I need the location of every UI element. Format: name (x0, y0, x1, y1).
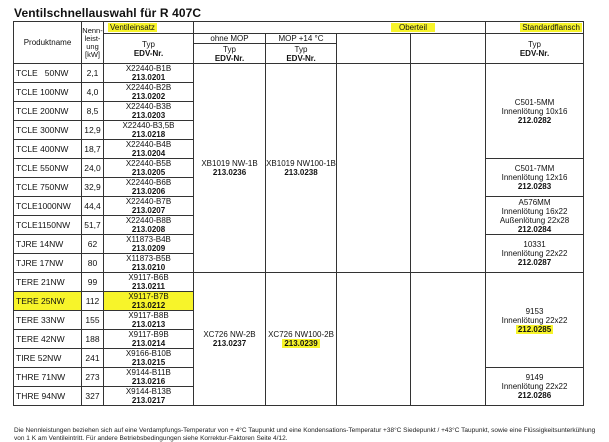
header-nennleistung-line: Nenn- (82, 25, 103, 35)
nominal-capacity: 80 (82, 254, 104, 273)
header-edv: EDV-Nr. (519, 48, 550, 58)
flange-solder: Innenlötung 22x22 (501, 249, 568, 258)
flange-solder: Innenlötung 10x16 (501, 106, 568, 116)
valve-insert-cell (104, 311, 194, 330)
valve-insert-cell (104, 368, 194, 387)
valve-insert-cell (104, 254, 194, 273)
valve-insert-edv: 213.0214 (131, 339, 166, 348)
valve-insert-edv: 213.0205 (131, 168, 166, 177)
page-title: Ventilschnellauswahl für R 407C (14, 6, 202, 20)
valve-insert-type: X11873-B5B (126, 254, 171, 263)
table-row (14, 273, 584, 292)
valve-insert-type: X22440-B6B (125, 178, 172, 187)
valve-insert-edv: 213.0218 (131, 130, 166, 139)
valve-insert-type: X22440-B7B (125, 197, 172, 206)
valve-insert-type: X9166-B10B (125, 349, 172, 358)
valve-insert-type: X22440-B4B (125, 140, 172, 149)
upper-part-mop (266, 273, 337, 406)
header-ohne-mop-typ (194, 44, 266, 64)
upper-part-edv: 213.0237 (212, 339, 247, 348)
valve-insert-type: X22440-B3B (125, 102, 172, 111)
valve-insert-cell (104, 273, 194, 292)
product-name: TJRE 14NW (14, 235, 82, 254)
header-flansch-typ (486, 34, 584, 64)
header-standardflansch-label: Standardflansch (522, 23, 581, 32)
valve-insert-edv: 213.0206 (131, 187, 166, 196)
valve-insert-edv: 213.0203 (131, 111, 166, 120)
empty-col (337, 273, 411, 406)
valve-insert-cell (104, 140, 194, 159)
product-name: TIRE 52NW (14, 349, 82, 368)
product-name: TCLE 750NW (14, 178, 82, 197)
valve-insert-cell (104, 64, 194, 83)
product-name: TCLE1000NW (14, 197, 82, 216)
product-name: TCLE 100NW (14, 83, 82, 102)
nominal-capacity: 155 (82, 311, 104, 330)
product-name: TCLE 400NW (14, 140, 82, 159)
product-name: TERE 21NW (14, 273, 82, 292)
header-nennleistung-line: ung (86, 41, 99, 51)
header-ventileinsatz-typ (104, 34, 194, 64)
product-name: TCLE 50NW (14, 64, 82, 83)
valve-insert-edv: 213.0202 (131, 92, 166, 101)
header-oberteil-label: Oberteil (391, 23, 435, 32)
upper-part-edv: 213.0238 (284, 168, 318, 177)
valve-insert-cell (104, 330, 194, 349)
nominal-capacity: 112 (82, 292, 104, 311)
empty-col (337, 64, 411, 273)
upper-part-edv: 213.0236 (212, 168, 247, 177)
nominal-capacity: 24,0 (82, 159, 104, 178)
header-nennleistung-line: [kW] (85, 49, 100, 59)
flange-edv: 212.0286 (517, 391, 552, 400)
valve-insert-edv: 213.0213 (131, 320, 166, 329)
upper-part-type: XC726 NW100-2B (268, 330, 334, 339)
header-edv: EDV-Nr. (133, 48, 164, 58)
flange-edv: 212.0282 (517, 115, 552, 125)
product-name: TCLE1150NW (14, 216, 82, 235)
nominal-capacity: 18,7 (82, 140, 104, 159)
valve-insert-cell (104, 387, 194, 406)
upper-part-type: XB1019 NW100-1B (266, 159, 336, 168)
header-edv: EDV-Nr. (286, 53, 316, 63)
valve-insert-edv: 213.0211 (132, 282, 165, 291)
flange-type: C501-7MM (514, 164, 555, 173)
header-ventileinsatz (104, 22, 194, 34)
header-typ: Typ (223, 44, 236, 54)
nominal-capacity: 99 (82, 273, 104, 292)
header-mop-typ (266, 44, 337, 64)
nominal-capacity: 2,1 (82, 64, 104, 83)
valve-insert-edv: 213.0217 (131, 396, 166, 405)
valve-insert-type: X22440-B3,5B (122, 121, 175, 130)
product-name: TCLE 200NW (14, 102, 82, 121)
valve-insert-edv: 213.0208 (131, 225, 166, 234)
flange-cell (486, 273, 584, 368)
header-nennleistung-line: leist- (84, 33, 101, 43)
flange-type: 9153 (525, 306, 544, 316)
nominal-capacity: 4,0 (82, 83, 104, 102)
valve-selection-table (13, 21, 584, 406)
valve-insert-type: X11873-B4B (126, 235, 171, 244)
valve-insert-type: X9117-B6B (128, 273, 169, 282)
header-typ: Typ (142, 39, 155, 49)
product-name: THRE 71NW (14, 368, 82, 387)
empty-col (411, 64, 486, 273)
valve-insert-type: X9144-B13B (125, 387, 172, 396)
nominal-capacity: 273 (82, 368, 104, 387)
flange-cell (486, 64, 584, 159)
header-oberteil (194, 22, 486, 34)
valve-insert-edv: 213.0209 (131, 244, 166, 253)
header-standardflansch (486, 22, 584, 34)
valve-insert-cell (104, 159, 194, 178)
valve-insert-cell (104, 292, 194, 311)
valve-insert-type: X22440-B2B (125, 83, 172, 92)
valve-insert-cell (104, 83, 194, 102)
product-name: TJRE 17NW (14, 254, 82, 273)
flange-solder: Innenlötung 22x22 (501, 382, 568, 391)
nominal-capacity: 8,5 (82, 102, 104, 121)
product-name: TCLE 300NW (14, 121, 82, 140)
header-mop: MOP +14 °C (266, 34, 337, 44)
valve-insert-edv: 213.0216 (131, 377, 166, 386)
table-row (14, 64, 584, 83)
flange-type: A576MM (518, 197, 551, 207)
valve-insert-type: X22440-B1B (125, 64, 172, 73)
valve-insert-cell (104, 349, 194, 368)
flange-solder: Innenlötung 12x16 (501, 173, 568, 182)
header-nennleistung (82, 22, 104, 64)
upper-part-edv: 213.0239 (284, 339, 318, 348)
flange-edv: 212.0287 (517, 258, 552, 267)
nominal-capacity: 62 (82, 235, 104, 254)
header-edv: EDV-Nr. (214, 53, 245, 63)
valve-insert-edv: 213.0212 (131, 301, 166, 310)
product-name: TERE 33NW (14, 311, 82, 330)
flange-solder: Innenlötung 16x22 (501, 206, 568, 216)
upper-part-type: XC726 NW-2B (203, 330, 256, 339)
valve-insert-edv: 213.0215 (131, 358, 166, 367)
valve-insert-edv: 213.0204 (131, 149, 166, 158)
valve-insert-edv: 213.0207 (131, 206, 166, 215)
valve-insert-edv: 213.0201 (131, 73, 166, 82)
valve-insert-type: X9117-B9B (128, 330, 169, 339)
flange-type: C501-5MM (514, 97, 555, 107)
header-empty-col (411, 34, 486, 64)
header-typ: Typ (528, 39, 541, 49)
flange-solder: Außenlötung 22x28 (499, 215, 570, 225)
upper-part-mop (266, 64, 337, 273)
flange-edv: 212.0284 (517, 224, 552, 234)
flange-solder: Innenlötung 22x22 (501, 315, 568, 325)
header-ventileinsatz-label: Ventileinsatz (110, 23, 155, 32)
flange-type: 10331 (523, 240, 546, 249)
valve-insert-cell (104, 235, 194, 254)
valve-insert-type: X9117-B7B (128, 292, 169, 301)
flange-cell (486, 235, 584, 273)
nominal-capacity: 51,7 (82, 216, 104, 235)
flange-edv: 212.0283 (517, 182, 552, 191)
flange-cell (486, 159, 584, 197)
upper-part-ohne-mop (194, 64, 266, 273)
valve-insert-cell (104, 216, 194, 235)
footnote: Die Nennleistungen beziehen sich auf eine Verdampfungs-Temperatur von + 4°C Taupunkt und eine Kondensations-Temperatur +38°C Siedepunkt / +43°C Taupunkt, sowie eine Flüssigkeitsunterkühlung von 1 K am Ventileintritt. Für andere Betriebsbedingungen siehe Korrektur-Faktoren Seite 4/12. (14, 427, 596, 442)
product-name: TERE 42NW (14, 330, 82, 349)
header-empty-col (337, 34, 411, 64)
flange-edv: 212.0285 (517, 324, 552, 334)
valve-insert-type: X9117-B8B (128, 311, 169, 320)
product-name: THRE 94NW (14, 387, 82, 406)
nominal-capacity: 188 (82, 330, 104, 349)
nominal-capacity: 241 (82, 349, 104, 368)
valve-insert-cell (104, 102, 194, 121)
valve-insert-type: X22440-B8B (125, 216, 172, 225)
valve-insert-cell (104, 178, 194, 197)
valve-insert-edv: 213.0210 (131, 263, 166, 272)
product-name: TERE 25NW (14, 292, 82, 311)
valve-insert-type: X22440-B5B (125, 159, 172, 168)
valve-insert-type: X9144-B11B (126, 368, 171, 377)
nominal-capacity: 327 (82, 387, 104, 406)
flange-type: 9149 (525, 373, 544, 382)
flange-cell (486, 368, 584, 406)
valve-insert-cell (104, 197, 194, 216)
product-name: TCLE 550NW (14, 159, 82, 178)
nominal-capacity: 44,4 (82, 197, 104, 216)
valve-insert-cell (104, 121, 194, 140)
empty-col (411, 273, 486, 406)
nominal-capacity: 32,9 (82, 178, 104, 197)
flange-cell (486, 197, 584, 235)
header-typ: Typ (294, 44, 308, 54)
header-produktname: Produktname (14, 22, 82, 64)
header-ohne-mop: ohne MOP (194, 34, 266, 44)
upper-part-ohne-mop (194, 273, 266, 406)
upper-part-type: XB1019 NW-1B (201, 159, 258, 168)
nominal-capacity: 12,9 (82, 121, 104, 140)
